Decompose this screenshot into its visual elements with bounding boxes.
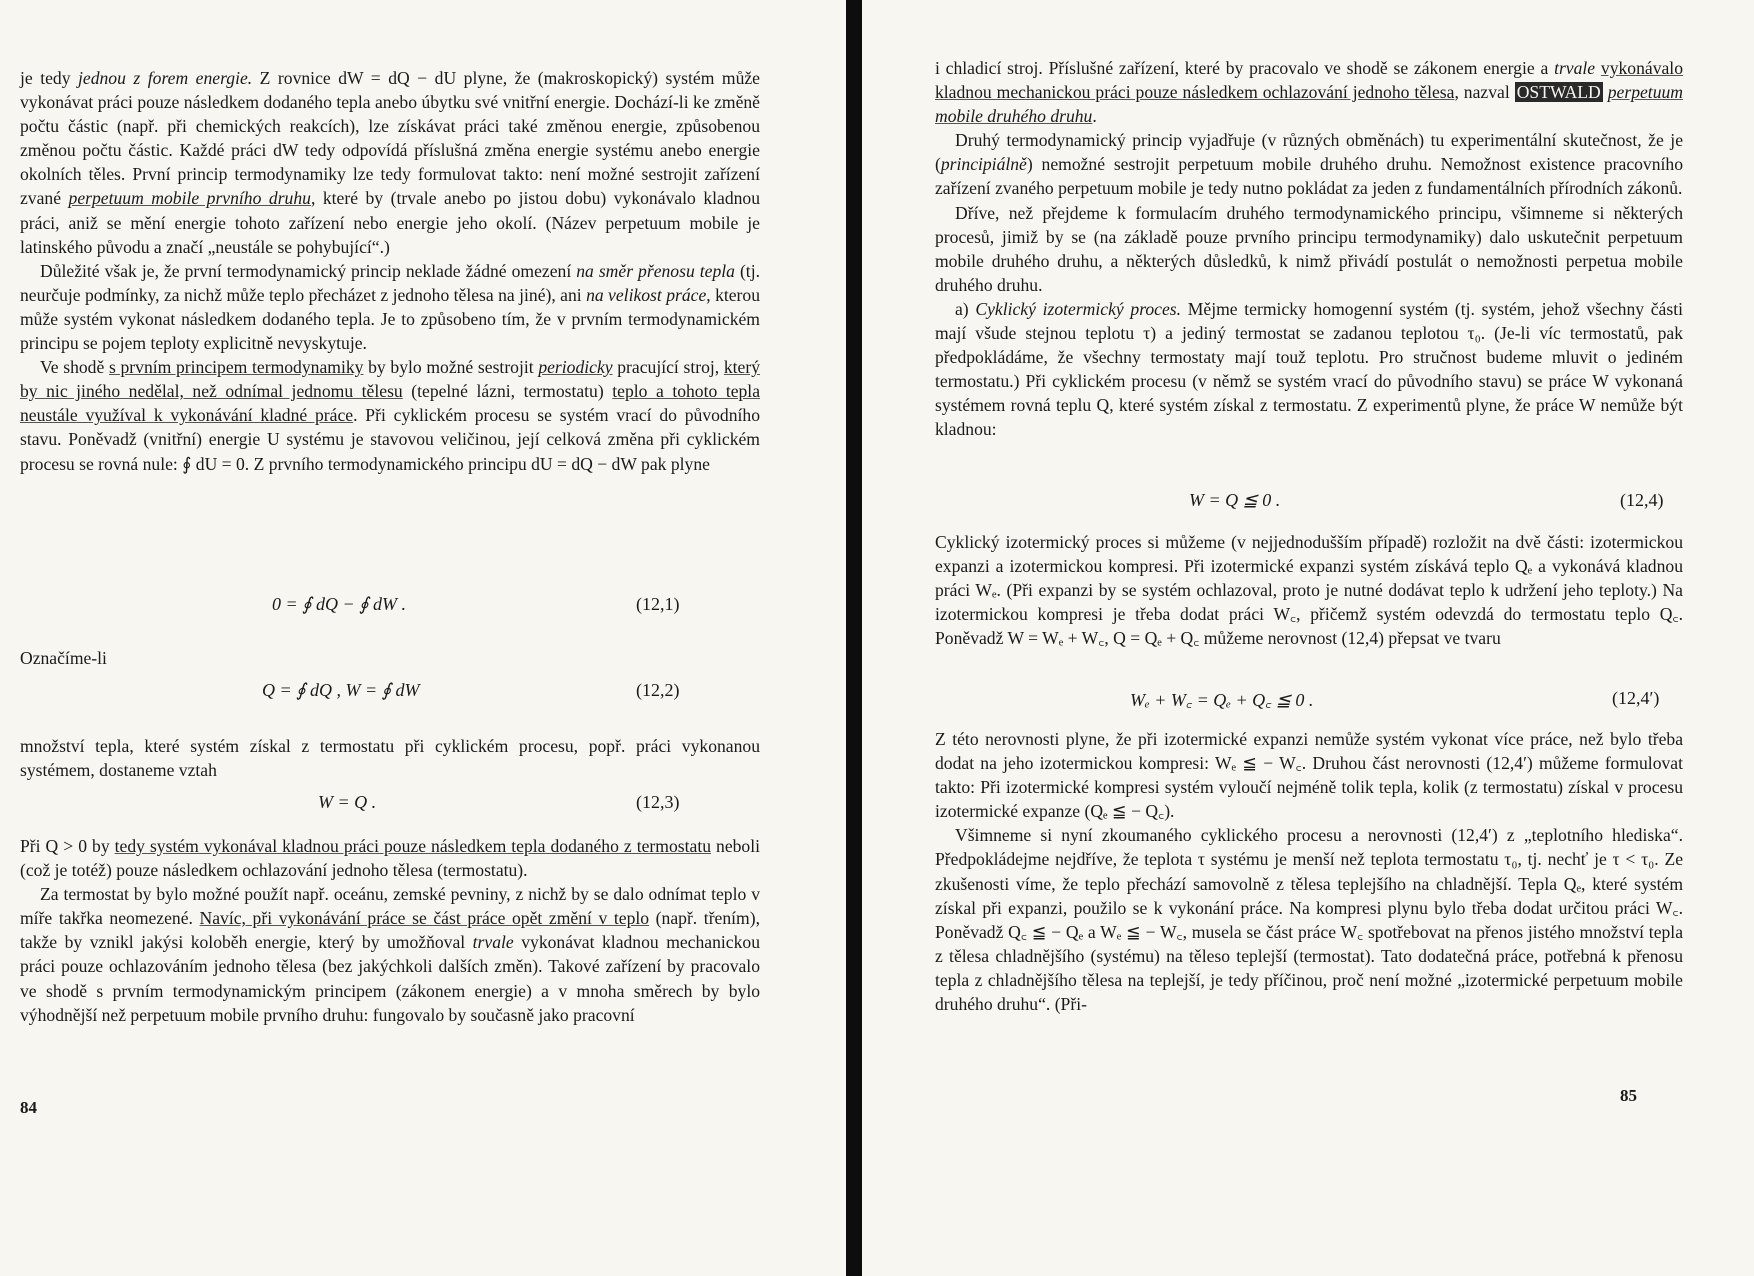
page-number-left: 84 xyxy=(20,1098,37,1117)
equation-12-3-formula: W = Q . xyxy=(318,792,377,812)
underlined-text: tedy systém vykonával kladnou práci pouze následkem tepla dodaného z termostatu xyxy=(114,836,712,856)
underlined-text: Navíc, při vykonávání práce se část práce opět změní v teplo xyxy=(199,908,650,929)
left-text-block-2 xyxy=(20,734,760,782)
right-page xyxy=(862,0,1754,1276)
text-run: Všimneme si nyní zkoumaného cyklického procesu a nerovnosti (12,4′) z „teplotního hlediska“. Předpokládejme nejdříve, že teplota τ systému je menší než teplota termostatu τ₀, tj. nechť je τ < τ₀. Ze zkušenosti víme, že teplo přechází samovolně z tělesa teplejšího na chladnější. Tepla Qₑ, které systém získal při expanzi, použilo se k vykonání práce. Na kompresi plynu bylo třeba dodat určitou práci W꜀. Poněvadž Q꜀ ≦ − Qₑ a Wₑ ≦ − W꜀, musela se část práce W꜀ spotřebovat na přenos jistého množství tepla z tělesa chladnějšího (systému) na těleso teplejší (termostat). Tato dodatečná práce, potřebná k přenosu tepla z chladnějšího tělesa na teplejší, je tedy příčinou, proč není možné „izotermické perpetuum mobile druhého druhu“. (Při- xyxy=(935,825,1683,1015)
label-oznacime: Označíme-li xyxy=(20,648,107,668)
italic-text: na směr přenosu tepla xyxy=(576,260,735,281)
left-text-block-1 xyxy=(20,66,760,476)
text-run: (tepelné lázni, termostatu) xyxy=(402,381,613,402)
equation-12-4-formula: W = Q ≦ 0 . xyxy=(1189,490,1281,510)
highlighted-name: OSTWALD xyxy=(1516,82,1601,103)
text-run: . xyxy=(1092,106,1097,127)
text-run: , nazval xyxy=(1454,82,1515,103)
text-run: neboli (což je totéž) pouze následkem ochlazování jednoho tělesa (termostatu). xyxy=(20,836,761,881)
left-paragraph-6 xyxy=(20,882,760,1027)
right-paragraph-3 xyxy=(935,201,1683,297)
underlined-text: periodicky xyxy=(538,357,613,378)
equation-12-4-prime-number: (12,4′) xyxy=(1612,688,1660,708)
text-run: pracující stroj, xyxy=(612,357,724,378)
left-page xyxy=(0,0,846,1276)
text-run: Za termostat by bylo možné použít např. oceánu, zemské pevniny, z nichž by se dalo odnímat teplo v míře takřka neomezené. xyxy=(20,884,760,929)
underlined-text: s prvním principem termodynamiky xyxy=(108,357,364,378)
left-paragraph-5 xyxy=(20,834,760,882)
equation-12-1-formula: 0 = ∮ dQ − ∮ dW . xyxy=(272,594,407,614)
text-run: , kterou může systém vykonat následkem dodaného tepla. Je to způsobeno tím, že v prvním termodynamickém principu se pojem teploty explicitně nevyskytuje. xyxy=(20,284,761,354)
equation-12-4-number: (12,4) xyxy=(1620,490,1664,510)
italic-text: na velikost práce xyxy=(586,284,707,305)
left-text-block-3 xyxy=(20,834,760,1027)
right-paragraph-5 xyxy=(935,530,1683,650)
underlined-text: vykonávalo kladnou mechanickou práci pouze následkem ochlazování jednoho tělesa xyxy=(935,58,1683,103)
underlined-text: perpetuum mobile druhého druhu xyxy=(935,82,1683,127)
text-run: (tj. neurčuje podmínky, za nichž může teplo přecházet z jednoho tělesa na jiné), ani xyxy=(20,260,760,305)
page-number-right: 85 xyxy=(1620,1086,1637,1105)
right-text-block-2 xyxy=(935,530,1683,650)
left-paragraph-3 xyxy=(20,355,760,475)
underlined-text: teplo a tohoto tepla neustále využíval k vykonávání kladné práce xyxy=(20,381,761,426)
text-run: Dříve, než přejdeme k formulacím druhého termodynamického principu, všimneme si některých procesů, jimiž by se (na základě pouze prvního principu termodynamiky) dalo uskutečnit perpetuum mobile druhého druhu, a některých důsledků, k nimž přivádí postulát o nemožnosti perpetua mobile druhého druhu. xyxy=(935,202,1683,295)
right-text-block-3 xyxy=(935,727,1683,1016)
right-paragraph-2 xyxy=(935,128,1683,200)
right-paragraph-4 xyxy=(935,297,1683,442)
text-run: ) nemožné sestrojit perpetuum mobile druhého druhu. Nemožnost existence pracovního zařízení zvaného perpetuum mobile je tedy nutno pokládat za jeden z fundamentálních přírodních zákonů. xyxy=(935,154,1683,199)
text-run: Ve shodě xyxy=(40,357,109,378)
right-paragraph-1 xyxy=(935,56,1683,128)
text-run: Mějme termicky homogenní systém (tj. systém, jehož všechny části mají všude stejnou teplotu τ) a jediný termostat se zadanou teplotou τ₀. (Je-li víc termostatů, pak předpokládáme, že všechny termostaty mají touž teplotu. Pro stručnost budeme mluvit o jediném termostatu.) Při cyklickém procesu (v němž se systém vrací do původního stavu) se práce W vykonaná systémem rovná teplu Q, které systém získal z termostatu. Z experimentů plyne, že práce W nemůže být kladnou: xyxy=(935,298,1683,440)
equation-12-4-prime-formula: Wₑ + W꜀ = Qₑ + Q꜀ ≦ 0 . xyxy=(1130,690,1314,710)
italic-text: trvale xyxy=(472,932,514,953)
right-text-block-1 xyxy=(935,56,1683,442)
text-run: je tedy xyxy=(20,68,79,88)
equation-12-3-number: (12,3) xyxy=(636,792,680,812)
equation-12-2-number: (12,2) xyxy=(636,680,680,700)
italic-text: Cyklický izotermický proces. xyxy=(975,298,1182,319)
left-paragraph-4 xyxy=(20,734,760,782)
text-run: Důležité však je, že první termodynamický princip neklade žádné omezení xyxy=(40,260,577,281)
italic-text: principiálně xyxy=(940,154,1027,175)
text-run: Cyklický izotermický proces si můžeme (v nejjednodušším případě) rozložit na dvě části: izotermickou expanzi a izotermickou kompresi. Při izotermické expanzi systém získává teplo Qₑ a vykonává kladnou práci Wₑ. (Při expanzi by se systém ochlazoval, proto je nutné dodávat teplo k udržení jeho teploty.) Na izotermickou kompresi je třeba dodat práci W꜀, přičemž systém odevzdá do termostatu teplo Q꜀. Poněvadž W = Wₑ + W꜀, Q = Qₑ + Q꜀ můžeme nerovnost (12,4) přepsat ve tvaru xyxy=(935,532,1683,649)
text-run: množství tepla, které systém získal z termostatu při cyklickém procesu, popř. práci vykonanou systémem, dostaneme vztah xyxy=(20,736,760,781)
right-paragraph-6 xyxy=(935,727,1683,823)
equation-12-1-number: (12,1) xyxy=(636,594,680,614)
italic-text: jednou z forem energie. xyxy=(78,68,253,88)
text-run: a) xyxy=(955,298,976,319)
text-run: . Při cyklickém procesu se systém vrací do původního stavu. Poněvadž (vnitřní) energie U systému je stavovou veličinou, její celková změna při cyklickém procesu se rovná nule: ∮ dU = 0. Z prvního termodynamického principu dU = dQ − dW pak plyne xyxy=(20,405,760,474)
text-run: by bylo možné sestrojit xyxy=(363,357,539,378)
text-run: Z této nerovnosti plyne, že při izotermické expanzi nemůže systém vykonat více práce, než bylo třeba dodat na jeho izotermickou kompresi: Wₑ ≦ − W꜀. Druhou část nerovnosti (12,4′) můžeme formulovat takto: Při izotermické kompresi systém vyloučí nejméně tolik tepla, kolik (z termostatu) získal v procesu izotermické expanze (Qₑ ≦ − Q꜀). xyxy=(935,729,1683,822)
book-gutter xyxy=(846,0,862,1276)
text-run: vykonávat kladnou mechanickou práci pouze ochlazováním jednoho tělesa (bez jakýchkoli dalších změn). Takové zařízení by pracovalo ve shodě s prvním termodynamickým principem (zákonem energie) a v mnoha směrech by bylo výhodnější než perpetuum mobile prvního druhu: fungovalo by současně jako pracovní xyxy=(20,932,760,1025)
text-run: Z rovnice dW = dQ − dU plyne, že (makroskopický) systém může vykonávat práci pouze následkem dodaného tepla anebo úbytku své vnitřní energie. Dochází-li ke změně počtu částic (např. při chemických reakcích), lze získávat práci také změnou energie, způsobenou změnou počtu částic. Každé práci dW tedy odpovídá příslušná změna energie systému anebo energie okolních těles. První princip termodynamiky lze tedy formulovat takto: není možné sestrojit zařízení zvané xyxy=(20,68,760,209)
underlined-text: který by nic jiného nedělal, než odnímal jednomu tělesu xyxy=(20,357,760,402)
text-run: Druhý termodynamický princip vyjadřuje (v různých obměnách) tu experimentální skutečnost, že je ( xyxy=(935,130,1683,175)
left-paragraph-1 xyxy=(20,66,760,259)
text-run: Při Q > 0 by xyxy=(20,836,115,856)
text-run: (např. třením), takže by vznikl jakýsi koloběh energie, který by umožňoval xyxy=(20,908,760,953)
left-paragraph-2 xyxy=(20,259,760,355)
italic-text: trvale xyxy=(1554,58,1596,78)
underlined-text: perpetuum mobile prvního druhu xyxy=(68,188,311,209)
right-paragraph-7 xyxy=(935,823,1683,1016)
equation-12-2-formula: Q = ∮ dQ , W = ∮ dW xyxy=(262,680,420,700)
text-run: i chladicí stroj. Příslušné zařízení, které by pracovalo ve shodě se zákonem energie a xyxy=(935,58,1555,78)
text-run: , které by (trvale anebo po jistou dobu) vykonávalo kladnou práci, aniž se mění energie tohoto zařízení nebo energie jeho okolí. (Název perpetuum mobile je latinského původu a značí „neustále se pohybující“.) xyxy=(20,188,761,257)
